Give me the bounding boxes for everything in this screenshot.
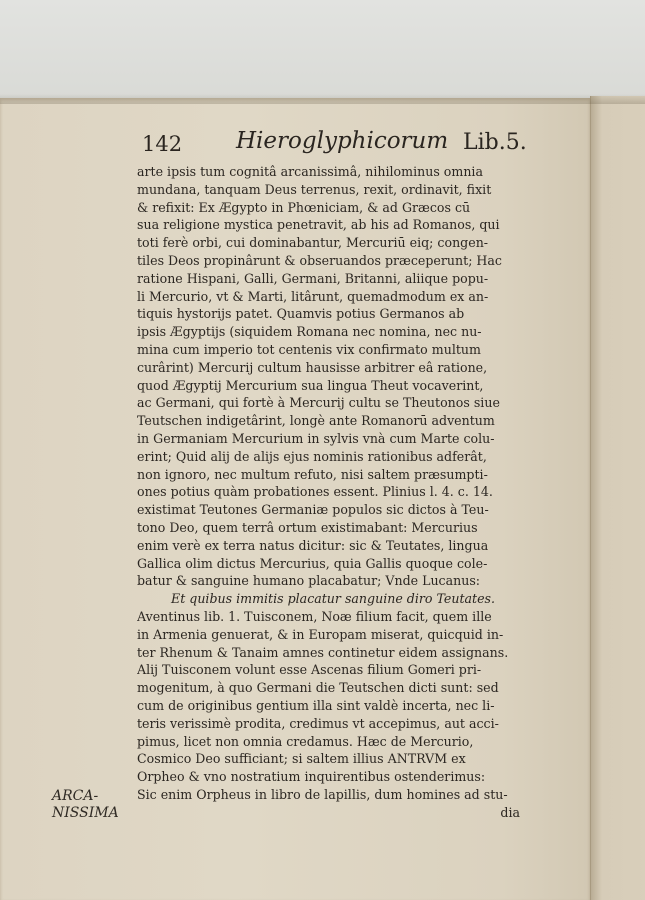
text-line: ipsis Ægyptijs (siquidem Romana nec nomina, nec nu-: [137, 324, 482, 340]
text-line: Aventinus lib. 1. Tuisconem, Noæ filium facit, quem ille: [137, 608, 492, 624]
page-top-shadow: [0, 94, 645, 104]
text-line: tiles Deos propinârunt & obseruandos præceperunt; Hac: [137, 252, 502, 268]
page-number: 142: [142, 132, 183, 156]
running-title: Hieroglyphicorum: [236, 128, 449, 154]
book-number: Lib.5.: [463, 130, 527, 155]
text-line: arte ipsis tum cognitâ arcanissimâ, nihilominus omnia: [137, 164, 483, 179]
catchword: dia: [500, 804, 520, 820]
text-line: sua religione mystica penetravit, ab his ad Romanos, qui: [137, 217, 500, 233]
text-line: Orpheo & vno nostratium inquirentibus ostenderimus:: [137, 769, 486, 785]
text-line: ones potius quàm probationes essent. Plinius l. 4. c. 14.: [137, 484, 493, 500]
text-line: curârint) Mercurij cultum hausisse arbitrer eâ ratione,: [137, 359, 488, 375]
text-line: quod Ægyptij Mercurium sua lingua Theut vocaverint,: [137, 377, 484, 393]
text-line: mundana, tanquam Deus terrenus, rexit, ordinavit, fixit: [137, 181, 492, 197]
text-line: in Armenia genuerat, & in Europam miserat, quicquid in-: [137, 626, 504, 642]
margin-note: ARCA-: [52, 788, 99, 804]
text-line: ac Germani, qui fortè à Mercurij cultu se Theutonos siue: [137, 395, 500, 411]
text-line: Cosmico Deo sufficiant; si saltem illius ANTRVM ex: [137, 751, 466, 767]
text-line: mogenitum, à quo Germani die Teutschen dicti sunt: sed: [137, 680, 499, 696]
text-line: li Mercurio, vt & Marti, litârunt, quemadmodum ex an-: [137, 288, 489, 304]
text-line: ratione Hispani, Galli, Germani, Britanni, aliique popu-: [137, 270, 489, 286]
text-line: enim verè ex terra natus dicitur: sic & Teutates, lingua: [137, 537, 489, 553]
text-line: erint; Quid alij de alijs ejus nominis rationibus adferât,: [137, 448, 487, 464]
text-line: Teutschen indigetârint, longè ante Romanorū adventum: [137, 413, 495, 429]
text-line: toti ferè orbi, cui dominabantur, Mercuriū eiq; congen-: [137, 235, 489, 251]
text-line: teris verissimè prodita, credimus vt accepimus, aut acci-: [137, 715, 499, 731]
text-line: in Germaniam Mercurium in sylvis vnà cum Marte colu-: [137, 430, 495, 446]
text-line: non ignoro, nec multum refuto, nisi saltem præsumpti-: [137, 466, 488, 482]
verse-line: Et quibus immitis placatur sanguine diro Teutates.: [171, 591, 496, 607]
scan-backdrop: [0, 0, 645, 100]
text-line: ter Rhenum & Tanaim amnes continetur eidem assignans.: [137, 644, 509, 660]
text-line: Gallica olim dictus Mercurius, quia Gallis quoque cole-: [137, 555, 488, 571]
text-line: & refixit: Ex Ægypto in Phœniciam, & ad Græcos cū: [137, 199, 471, 215]
text-line: pimus, licet non omnia credamus. Hæc de Mercurio,: [137, 733, 474, 749]
margin-note: NISSIMA: [52, 805, 119, 821]
facing-page-edge: [590, 96, 645, 900]
text-line: cum de originibus gentium illa sint valdè incerta, nec li-: [137, 697, 495, 713]
text-line: batur & sanguine humano placabatur; Vnde Lucanus:: [137, 573, 481, 589]
text-line: tono Deo, quem terrâ ortum existimabant: Mercurius: [137, 519, 478, 535]
body-text: [137, 163, 520, 821]
text-line: Alij Tuisconem volunt esse Ascenas filium Gomeri pri-: [137, 662, 482, 678]
page-header: [0, 128, 590, 164]
text-line: existimat Teutones Germaniæ populos sic dictos à Teu-: [137, 502, 489, 518]
text-line: Sic enim Orpheus in libro de lapillis, dum homines ad stu-: [137, 786, 508, 802]
text-line: mina cum imperio tot centenis vix confirmato multum: [137, 341, 481, 357]
text-line: tiquis hystorijs patet. Quamvis potius Germanos ab: [137, 306, 465, 322]
